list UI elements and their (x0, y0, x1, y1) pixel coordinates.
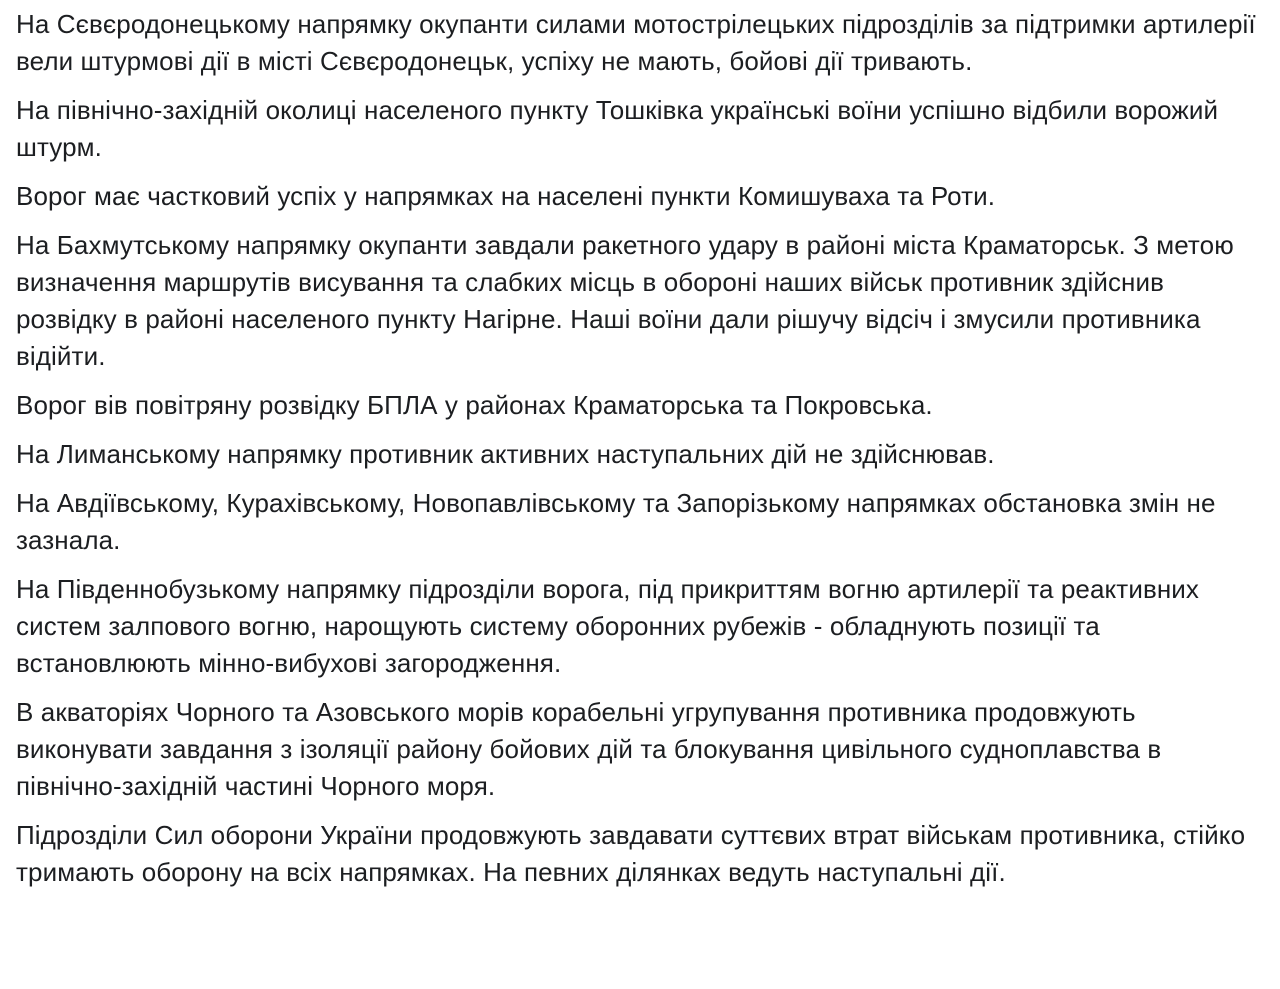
post-paragraph-5: Ворог вів повітряну розвідку БПЛА у районах Краматорська та Покровська. (16, 390, 933, 420)
post-paragraph-7: На Авдіївському, Курахівському, Новопавлівському та Запорізькому напрямках обстановка змін не зазнала. (16, 488, 1216, 555)
post-paragraph-8: На Південнобузькому напрямку підрозділи ворога, під прикриттям вогню артилерії та реактивних систем залпового вогню, нарощують систему оборонних рубежів - обладнують позиції та встановлюють мінно-вибухові загородження. (16, 574, 1200, 678)
post-text-body (16, 6, 1266, 903)
post-paragraph-4: На Бахмутському напрямку окупанти завдали ракетного удару в районі міста Краматорськ. З метою визначення маршрутів висування та слабких місць в обороні наших військ противник здійснив розвідку в районі населеного пункту Нагірне. Наші воїни дали рішучу відсіч і змусили противника відійти. (16, 230, 1234, 371)
post-paragraph-3: Ворог має частковий успіх у напрямках на населені пункти Комишуваха та Роти. (16, 181, 996, 211)
post-paragraph-9: В акваторіях Чорного та Азовського морів корабельні угрупування противника продовжують виконувати завдання з ізоляції району бойових дій та блокування цивільного судноплавства в північно-західній частині Чорного моря. (16, 697, 1162, 801)
post-paragraph-10: Підрозділи Сил оборони України продовжують завдавати суттєвих втрат військам противника, стійко тримають оборону на всіх напрямках. На певних ділянках ведуть наступальні дії. (16, 820, 1246, 887)
post-paragraph-1: На Сєвєродонецькому напрямку окупанти силами мотострілецьких підрозділів за підтримки артилерії вели штурмові дії в місті Сєвєродонецьк, успіху не мають, бойові дії тривають. (16, 9, 1256, 76)
post-paragraph-2: На північно-західній околиці населеного пункту Тошківка українські воїни успішно відбили ворожий штурм. (16, 95, 1219, 162)
post-paragraph-6: На Лиманському напрямку противник активних наступальних дій не здійснював. (16, 439, 995, 469)
